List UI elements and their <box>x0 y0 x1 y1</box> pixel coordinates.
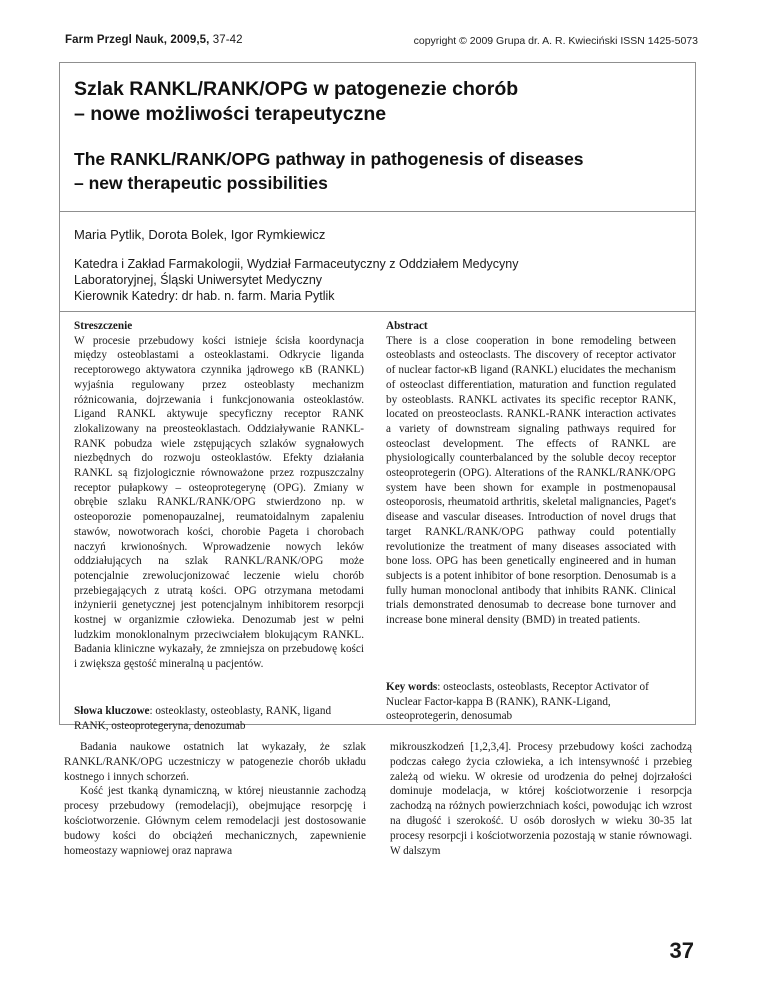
journal-citation <box>65 34 243 46</box>
author-list: Maria Pytlik, Dorota Bolek, Igor Rymkiewicz <box>74 227 326 242</box>
keywords-english-text: : osteoclasts, osteoblasts, Receptor Activator of Nuclear Factor-kappa B (RANK), RANK-Ligand, osteoprotegerin, denosumab <box>386 681 649 723</box>
title-english-line: – new therapeutic possibilities <box>74 173 328 193</box>
title-polish <box>74 77 674 127</box>
body-paragraph: Kość jest tkanką dynamiczną, w której nieustannie zachodzą procesy przebudowy (remodelacji), obejmujące resorpcję i kościotworzenie. Głównym celem remodelacji jest dostosowanie budowy kości do obciążeń mechanicznych, zapewnienie homeostazy wapniowej oraz naprawa <box>64 785 366 857</box>
keywords-polish-text: : osteoklasty, osteoblasty, RANK, ligand RANK, osteoprotegeryna, denozumab <box>74 705 332 732</box>
abstract-english-heading: Abstract <box>386 320 428 332</box>
title-polish-line: – nowe możliwości terapeutyczne <box>74 103 387 125</box>
title-polish-line: Szlak RANKL/RANK/OPG w patogenezie chorób <box>74 78 519 100</box>
title-english-line: The RANKL/RANK/OPG pathway in pathogenesis of diseases <box>74 149 584 169</box>
running-header <box>65 34 698 50</box>
article-front-matter-box <box>59 62 696 732</box>
body-paragraph: Badania naukowe ostatnich lat wykazały, że szlak RANKL/RANK/OPG uczestniczy w patogenezie chorób układu kostnego i innych schorzeń. <box>64 741 366 783</box>
keywords-english <box>386 680 676 724</box>
abstract-english-text: There is a close cooperation in bone remodeling between osteoblasts and osteoclasts. The discovery of receptor activator of nuclear factor-κB ligand (RANKL) elucidates the mechanism of osteoclast differentiation, maturation and function regulated by osteoblasts. RANKL activates its specific receptor RANK, located on preosteoclasts. RANKL-RANK interaction activates a variety of downstream signaling pathways required for osteoclast development. The effects of RANKL are physiologically counterbalanced by the soluble decoy receptor osteoprotegerin (OPG). Alterations of the RANKL/RANK/OPG system have been shown for example in postmenopausal osteoporosis, rheumatoid arthritis, skeletal malignancies, Paget's disease and vascular diseases. Introduction of novel drugs that target RANKL/RANK/OPG pathway could potentially revolutionize the treatment of many diseases associated with bone loss. OPG has been genetically engineered and in human subjects is a potent inhibitor of bone resorption. Denosumab is a fully human monoclonal antibody that inhibits RANK. Clinical trials demonstrated denosumab to decrease bone turnover and increase bone mineral density (BMD) in treated patients. <box>386 334 676 627</box>
copyright-notice: copyright © 2009 Grupa dr. A. R. Kwieciński ISSN 1425-5073 <box>413 35 698 47</box>
affiliation <box>74 256 674 304</box>
affiliation-line: Kierownik Katedry: dr hab. n. farm. Maria Pytlik <box>74 289 335 303</box>
abstract-english <box>386 319 676 628</box>
abstract-polish <box>74 319 364 672</box>
journal-volume: 5, <box>199 34 210 46</box>
affiliation-line: Laboratoryjnej, Śląski Uniwersytet Medyczny <box>74 273 323 287</box>
keywords-polish <box>74 704 364 733</box>
body-column-left <box>64 740 366 858</box>
divider <box>60 211 695 212</box>
journal-name: Farm Przegl Nauk, 2009, <box>65 34 200 46</box>
page-number: 37 <box>669 938 694 963</box>
keywords-english-label: Key words <box>386 681 438 693</box>
abstract-polish-heading: Streszczenie <box>74 320 133 332</box>
affiliation-line: Katedra i Zakład Farmakologii, Wydział Farmaceutyczny z Oddziałem Medycyny <box>74 257 519 271</box>
body-paragraph: mikrouszkodzeń [1,2,3,4]. Procesy przebudowy kości zachodzą podczas całego życia człowieka, a ich intensywność i przebieg zależą od wieku. W okresie od urodzenia do pełnej dojrzałości dominuje modelacja, w której kościotworzenie i resorpcja zachodzą na różnych powierzchniach kości, powodując ich wzrost na długość i szerokość. U osób dorosłych w wieku 30-35 lat procesy resorpcji i kościotworzenia pozostają w stanie równowagi. W dalszym <box>390 741 692 857</box>
journal-pages: 37-42 <box>212 34 243 46</box>
body-column-right <box>390 740 692 858</box>
divider <box>60 311 695 312</box>
keywords-polish-label: Słowa kluczowe <box>74 705 150 717</box>
title-english <box>74 147 674 195</box>
abstract-polish-text: W procesie przebudowy kości istnieje ścisła koordynacja między osteoblastami a osteoklastami. Odkrycie liganda receptorowego aktywatora czynnika jądrowego κB (RANKL) wyjaśnia regulowany przez osteoblasty mechanizm różnicowania, dojrzewania i funkcjonowania osteoklastów. Ligand RANKL aktywuje specyficzny receptor RANK zlokalizowany na preosteoklastach. Oddziaływanie RANKL-RANK pobudza wiele zstępujących szlaków sygnałowych niezbędnych do rozwoju osteoklastów. Efekty działania RANKL są fizjologicznie równoważone przez rozpuszczalny receptor pułapkowy – osteoprotegerynę (OPG). Zmiany w obrębie szlaku RANKL/RANK/OPG stwierdzono np. w osteoporozie pomenopauzalnej, reumatoidalnym zapaleniu stawów, nowotworach kości, chorobie Pageta i chorobach naczyń krwionośnych. Wprowadzenie nowych leków oddziałujących na szlak RANKL/RANK/OPG może potencjalnie zrewolucjonizować leczenie wielu chorób przebiegających z utratą kości. OPG otrzymana metodami inżynierii genetycznej jest potencjalnym inhibitorem resorpcji kostnej w organizmie człowieka. Denozumab jest w pełni ludzkim monoklonalnym przeciwciałem blokującym RANKL. Badania kliniczne wykazały, że zmniejsza on przebudowę kości i zwiększa gęstość mineralną u pacjentów. <box>74 334 364 671</box>
